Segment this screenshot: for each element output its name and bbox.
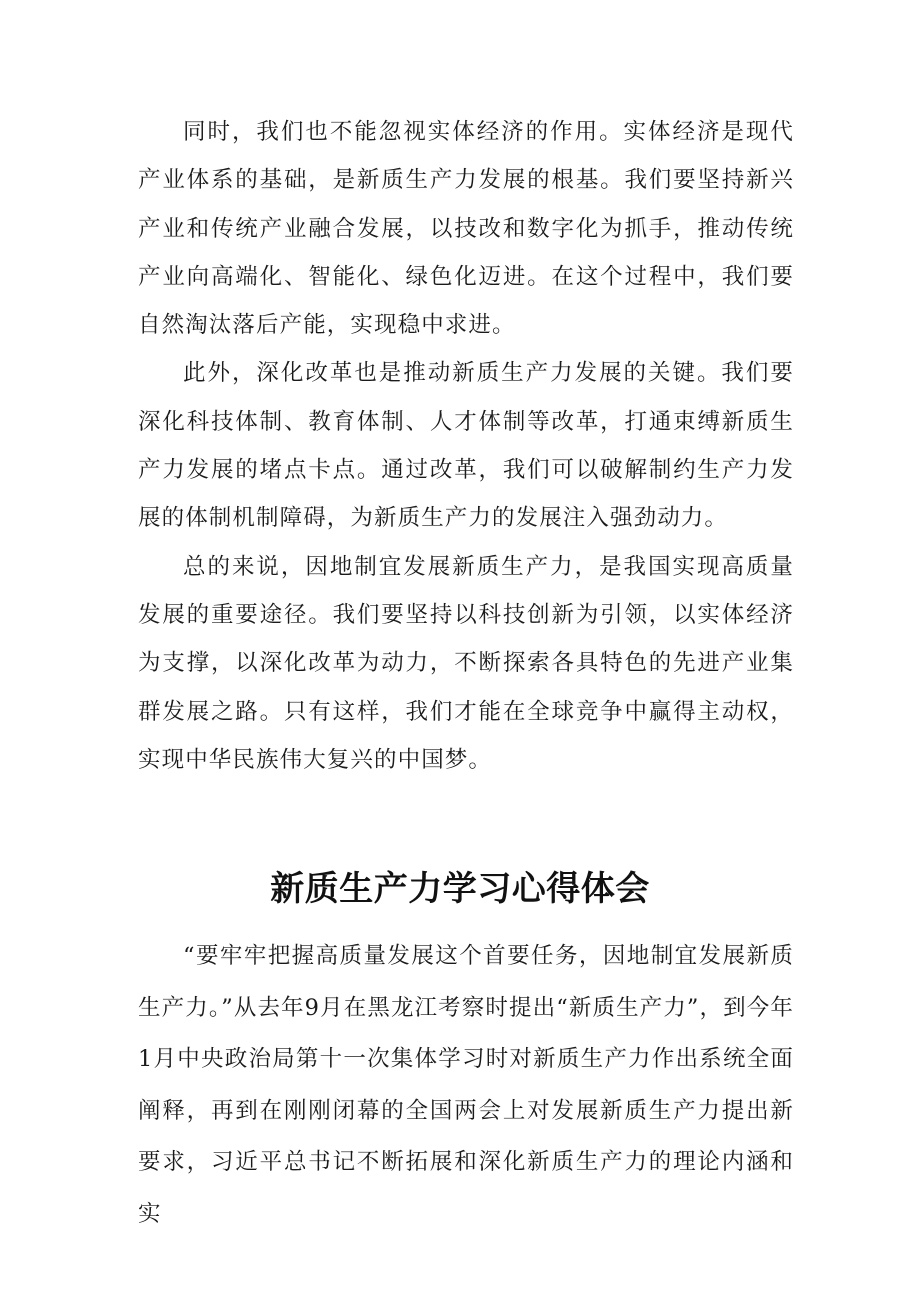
body-text-top <box>138 108 794 784</box>
paragraph-conclusion: 总的来说，因地制宜发展新质生产力，是我国实现高质量发展的重要途径。我们要坚持以科技创新为引领，以实体经济为支撑，以深化改革为动力，不断探索各具特色的先进产业集群发展之路。只有这样，我们才能在全球竞争中赢得主动权，实现中华民族伟大复兴的中国梦。 <box>138 553 794 773</box>
paragraph-real-economy: 同时，我们也不能忽视实体经济的作用。实体经济是现代产业体系的基础，是新质生产力发展的根基。我们要坚持新兴产业和传统产业融合发展，以技改和数字化为抓手，推动传统产业向高端化、智能化、绿色化迈进。在这个过程中，我们要自然淘汰落后产能，实现稳中求进。 <box>138 119 794 339</box>
body-text-bottom <box>138 931 794 1240</box>
paragraph-deepen-reform: 此外，深化改革也是推动新质生产力发展的关键。我们要深化科技体制、教育体制、人才体制等改革，打通束缚新质生产力发展的堵点卡点。通过改革，我们可以破解制约生产力发展的体制机制障碍，为新质生产力的发展注入强劲动力。 <box>138 360 794 532</box>
section-title: 新质生产力学习心得体会 <box>270 868 650 909</box>
paragraph-quote-intro: “要牢牢把握高质量发展这个首要任务，因地制宜发展新质生产力。”从去年9月在黑龙江考察时提出“新质生产力”，到今年1月中央政治局第十一次集体学习时对新质生产力作出系统全面阐释，再到在刚刚闭幕的全国两会上对发展新质生产力提出新要求，习近平总书记不断拓展和深化新质生产力的理论内涵和实 <box>138 943 794 1227</box>
